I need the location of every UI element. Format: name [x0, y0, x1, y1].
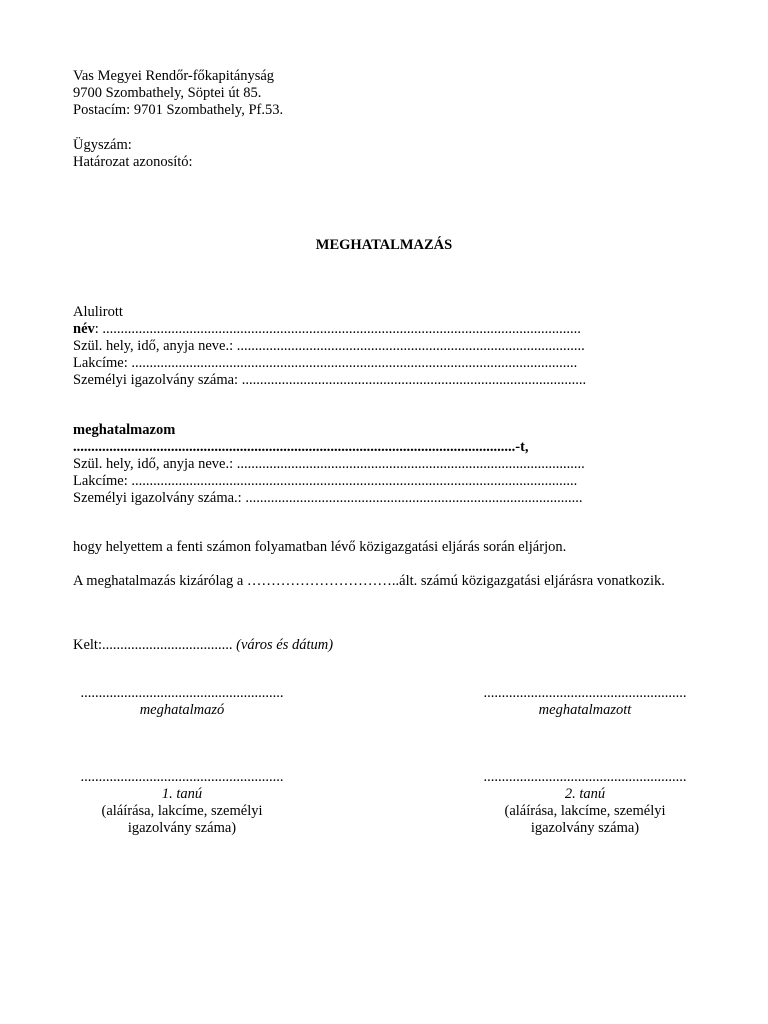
signature-dots: ........................................................ [80, 769, 284, 785]
principal-intro: Alulirott [73, 304, 123, 320]
witness-2-note-2: igazolvány száma) [530, 820, 640, 836]
name-dots: : .................................................................................................................................... [94, 321, 581, 337]
principal-name-line [73, 321, 695, 338]
principal-address-line: Lakcíme: ........................................................................................................................... [73, 355, 578, 371]
signature-witness-1 [71, 769, 293, 837]
name-label: név [73, 321, 95, 337]
signature-agent [474, 685, 696, 719]
header-block [73, 68, 695, 119]
witness-1-note-2: igazolvány száma) [127, 820, 237, 836]
witness-1-title: 1. tanú [161, 786, 203, 802]
org-postal: Postacím: 9701 Szombathely, Pf.53. [73, 102, 284, 118]
signature-label-agent: meghatalmazott [538, 702, 632, 718]
agent-address-line: Lakcíme: ........................................................................................................................... [73, 473, 578, 489]
witness-1-note: (aláírása, lakcíme, személyi [101, 803, 263, 819]
decision-id-label: Határozat azonosító: [73, 154, 193, 170]
date-hint: (város és dátum) [236, 637, 334, 653]
case-block [73, 137, 695, 171]
case-number-label: Ügyszám: [73, 137, 132, 153]
principal-birth-line: Szül. hely, idő, anyja neve.: ................................................................................................ [73, 338, 585, 354]
org-address: 9700 Szombathely, Söptei út 85. [73, 85, 262, 101]
agent-id-line: Személyi igazolvány száma.: ............................................................................................. [73, 490, 583, 506]
agent-heading: meghatalmazom [73, 422, 176, 438]
date-line [73, 637, 695, 654]
signature-dots: ........................................................ [483, 769, 687, 785]
signature-principal [71, 685, 293, 719]
signature-dots: ........................................................ [483, 685, 687, 701]
document-title: MEGHATALMAZÁS [315, 237, 453, 253]
agent-block [73, 422, 695, 507]
principal-block [73, 304, 695, 389]
purpose-paragraph: hogy helyettem a fenti számon folyamatban lévő közigazgatási eljárás során eljárjon. [73, 539, 567, 555]
agent-name-line: ..........................................................................................................................-t, [73, 439, 529, 455]
signature-witness-2 [474, 769, 696, 837]
witness-2-title: 2. tanú [564, 786, 606, 802]
agent-birth-line: Szül. hely, idő, anyja neve.: ................................................................................................ [73, 456, 585, 472]
org-name: Vas Megyei Rendőr-főkapitányság [73, 68, 275, 84]
witness-2-note: (aláírása, lakcíme, személyi [504, 803, 666, 819]
signature-dots: ........................................................ [80, 685, 284, 701]
signature-label-principal: meghatalmazó [139, 702, 225, 718]
date-label: Kelt:.................................... [73, 637, 237, 653]
scope-paragraph: A meghatalmazás kizárólag a …………………………..ált. számú közigazgatási eljárásra vonatkozik. [73, 573, 665, 589]
principal-id-line: Személyi igazolvány száma: ............................................................................................... [73, 372, 587, 388]
